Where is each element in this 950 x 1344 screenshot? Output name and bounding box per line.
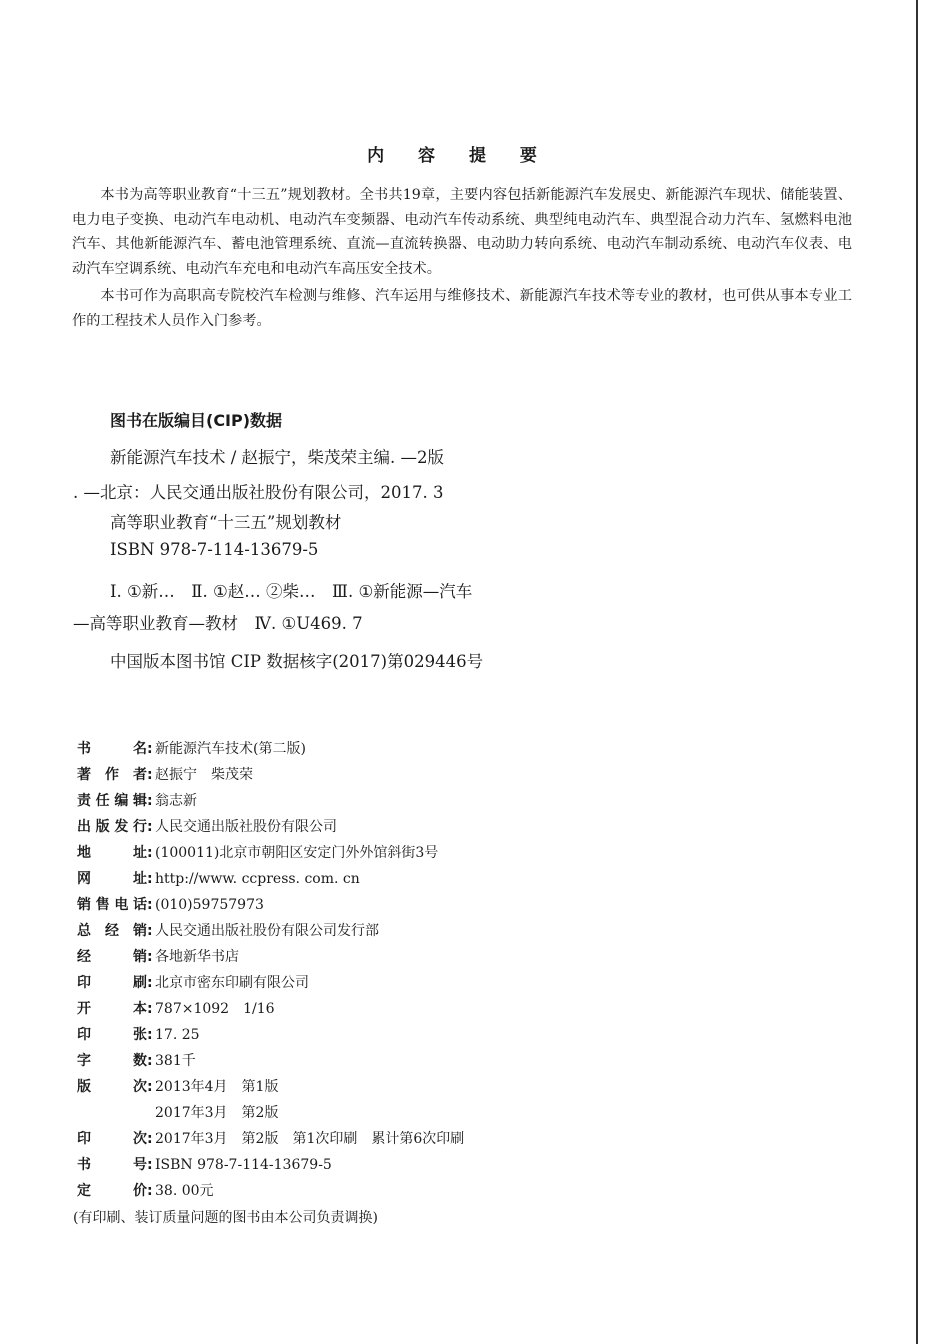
info-value: ISBN 978-7-114-13679-5 [155, 1157, 332, 1173]
info-value: 北京市密东印刷有限公司 [155, 975, 309, 991]
cip-line-publisher: . —北京：人民交通出版社股份有限公司，2017. 3 [73, 483, 444, 502]
summary-paragraph-1 [72, 183, 852, 281]
info-value: 翁志新 [155, 793, 197, 809]
cip-line-classification-2: —高等职业教育—教材 Ⅳ. ①U469. 7 [73, 614, 363, 633]
info-label: 责任编辑: [77, 793, 153, 809]
info-value: 2013年4月 第1版 [155, 1079, 279, 1095]
info-label: 网址: [77, 871, 153, 887]
info-row-edition [77, 1076, 278, 1096]
info-row-sheets [77, 1024, 200, 1044]
info-row-sales-phone [77, 894, 264, 914]
info-value: 赵振宁 柴茂荣 [155, 767, 253, 783]
info-label: 经销: [77, 949, 153, 965]
info-value: 人民交通出版社股份有限公司发行部 [155, 923, 379, 939]
summary-paragraph-2-text: 本书可作为高职高专院校汽车检测与维修、汽车运用与维修技术、新能源汽车技术等专业的教材，也可供从事本专业工作的工程技术人员作入门参考。 [72, 288, 852, 329]
cip-line-classification-1: Ⅰ. ①新… Ⅱ. ①赵… ②柴… Ⅲ. ①新能源—汽车 [110, 582, 473, 601]
info-value: 各地新华书店 [155, 949, 239, 965]
info-row-word-count [77, 1050, 196, 1070]
info-label: 版次: [77, 1079, 153, 1095]
info-row-editor [77, 790, 197, 810]
info-row-price [77, 1180, 214, 1200]
info-label: 书号: [77, 1157, 153, 1173]
info-label: 总经销: [77, 923, 153, 939]
cip-line-verification: 中国版本图书馆 CIP 数据核字(2017)第029446号 [110, 652, 484, 671]
page-edge-line [916, 0, 918, 1344]
info-label: 开本: [77, 1001, 153, 1017]
info-value: 787×1092 1/16 [155, 1001, 275, 1017]
info-value: 17. 25 [155, 1027, 200, 1043]
info-row-author [77, 764, 253, 784]
cip-line-isbn: ISBN 978-7-114-13679-5 [110, 540, 319, 559]
info-label: 印张: [77, 1027, 153, 1043]
quality-note: (有印刷、装订质量问题的图书由本公司负责调换) [73, 1210, 378, 1226]
info-label: 出版发行: [77, 819, 153, 835]
info-value: 2017年3月 第2版 第1次印刷 累计第6次印刷 [155, 1131, 465, 1147]
summary-title: 内 容 提 要 [367, 146, 551, 166]
info-label: 印刷: [77, 975, 153, 991]
info-row-edition-2 [77, 1102, 278, 1122]
info-row-format [77, 998, 275, 1018]
info-value: 2017年3月 第2版 [155, 1105, 279, 1121]
info-label: 销售电话: [77, 897, 153, 913]
summary-paragraph-1-text: 本书为高等职业教育“十三五”规划教材。全书共19章，主要内容包括新能源汽车发展史、新能源汽车现状、储能装置、电力电子变换、电动汽车电动机、电动汽车变频器、电动汽车传动系统、典型纯电动汽车、典型混合动力汽车、氢燃料电池汽车、其他新能源汽车、蓄电池管理系统、直流—直流转换器、电动助力转向系统、电动汽车制动系统、电动汽车仪表、电动汽车空调系统、电动汽车充电和电动汽车高压安全技术。 [72, 187, 852, 277]
info-value: 381千 [155, 1053, 196, 1069]
info-label: 书名: [77, 741, 153, 757]
info-row-publisher [77, 816, 337, 836]
summary-paragraph-2 [72, 284, 852, 333]
cip-line-title: 新能源汽车技术 / 赵振宁，柴茂荣主编. —2版 [110, 448, 445, 467]
info-row-address [77, 842, 438, 862]
info-label: 字数: [77, 1053, 153, 1069]
info-row-isbn [77, 1154, 332, 1174]
info-label: 著作者: [77, 767, 153, 783]
info-label: 印次: [77, 1131, 153, 1147]
info-value: 38. 00元 [155, 1183, 214, 1199]
info-row-retailer [77, 946, 239, 966]
info-value: 新能源汽车技术(第二版) [155, 741, 306, 757]
info-row-printing [77, 1128, 464, 1148]
info-row-distributor [77, 920, 379, 940]
info-value: http://www. ccpress. com. cn [155, 871, 360, 887]
info-value: (100011)北京市朝阳区安定门外外馆斜街3号 [155, 845, 439, 861]
info-row-website [77, 868, 360, 888]
info-value: (010)59757973 [155, 897, 264, 913]
info-row-title [77, 738, 306, 758]
info-label: 定价: [77, 1183, 153, 1199]
cip-heading: 图书在版编目(CIP)数据 [110, 411, 283, 430]
cip-line-series: 高等职业教育“十三五”规划教材 [110, 513, 342, 532]
info-row-printer [77, 972, 309, 992]
info-label: 地址: [77, 845, 153, 861]
info-value: 人民交通出版社股份有限公司 [155, 819, 337, 835]
